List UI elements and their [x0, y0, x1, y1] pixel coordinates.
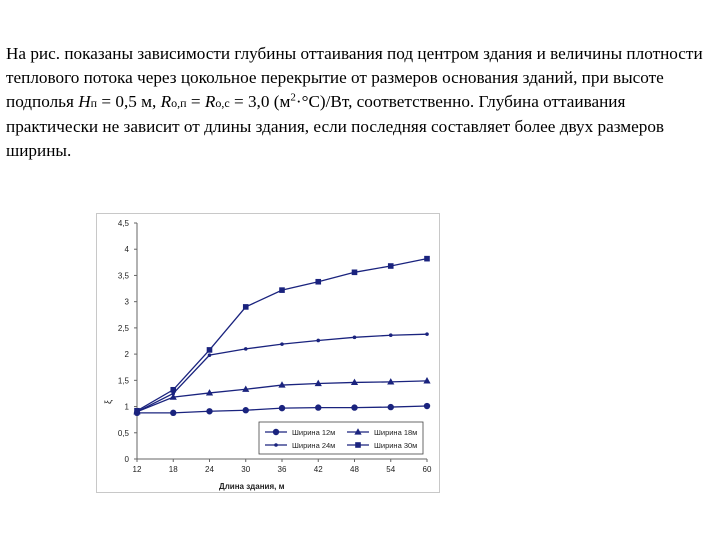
paragraph-text-4: = 3,0 (м — [229, 92, 291, 111]
symbol-h-subscript: п — [90, 96, 98, 110]
legend-label-4: Ширина 30м — [374, 441, 418, 450]
series-4-point — [424, 256, 430, 262]
series-4-point — [207, 347, 213, 353]
y-tick-label: 3 — [124, 297, 129, 307]
x-tick-label: 42 — [313, 465, 323, 474]
y-tick-label: 4 — [124, 245, 129, 255]
chart-figure — [96, 213, 440, 493]
x-tick-label: 30 — [241, 465, 251, 474]
x-tick-label: 48 — [350, 465, 359, 474]
series-3-point — [316, 339, 320, 343]
series-1-point — [206, 408, 212, 414]
series-3-point — [280, 342, 284, 346]
paragraph-text-5: ·°С)/Вт, соответственно. Глубина оттаивания практически не зависит от длины здания, если последняя составляет более двух размеров ширины. — [6, 92, 665, 160]
series-3-point — [353, 336, 357, 340]
paragraph-text-1: На рис. показаны зависимости глубины оттаивания под центром здания и величины плотности теплового потока через цокольное перекрытие от размеров основания зданий, при высоте подполья — [6, 44, 703, 111]
series-4-point — [134, 408, 140, 414]
series-1-point — [243, 407, 249, 413]
line-chart — [97, 214, 439, 492]
y-tick-label: 2 — [124, 350, 129, 360]
x-axis-label: Длина здания, м — [219, 482, 285, 491]
series-1-point — [315, 404, 321, 410]
series-3-point — [208, 353, 212, 357]
paragraph-text-2: = 0,5 м, — [97, 92, 161, 111]
y-tick-label: 1,5 — [117, 376, 129, 386]
x-tick-label: 36 — [277, 465, 287, 474]
series-1-point — [279, 405, 285, 411]
series-1-point — [170, 410, 176, 416]
x-tick-label: 12 — [132, 465, 142, 474]
legend-label-1: Ширина 12м — [292, 428, 336, 437]
legend-marker-4 — [355, 442, 361, 448]
y-axis-label: ξ — [103, 399, 113, 405]
series-4-point — [388, 263, 394, 269]
series-4-point — [315, 279, 321, 285]
symbol-r2: R — [204, 92, 216, 111]
series-1-point — [388, 404, 394, 410]
series-2-point — [423, 377, 430, 383]
superscript-2: 2 — [290, 91, 296, 104]
description-paragraph — [6, 42, 712, 163]
x-tick-label: 24 — [205, 465, 214, 474]
series-1-point — [424, 403, 430, 409]
x-tick-label: 54 — [386, 465, 396, 474]
series-4-point — [170, 387, 176, 393]
legend-label-3: Ширина 24м — [292, 441, 336, 450]
legend-marker-1 — [273, 429, 279, 435]
y-tick-label: 1 — [124, 402, 129, 412]
y-tick-label: 3,5 — [117, 271, 129, 281]
x-tick-label: 60 — [422, 465, 432, 474]
legend-label-2: Ширина 18м — [374, 428, 418, 437]
y-tick-label: 4,5 — [117, 219, 129, 228]
y-tick-label: 2,5 — [117, 323, 129, 333]
series-4-point — [352, 269, 358, 275]
symbol-h: H — [78, 92, 91, 111]
paragraph-text-3: = — [186, 92, 205, 111]
series-line-4 — [137, 259, 427, 411]
series-3-point — [425, 332, 429, 336]
symbol-r1-subscript: о,п — [171, 96, 187, 110]
symbol-r2-subscript: о,с — [215, 96, 230, 110]
series-3-point — [244, 347, 248, 351]
symbol-r1: R — [160, 92, 172, 111]
series-4-point — [279, 287, 285, 293]
series-1-point — [351, 404, 357, 410]
series-3-point — [389, 333, 393, 337]
x-tick-label: 18 — [168, 465, 178, 474]
y-tick-label: 0 — [124, 455, 129, 464]
series-4-point — [243, 304, 249, 310]
y-tick-label: 0,5 — [117, 428, 129, 438]
legend-marker-3 — [274, 443, 278, 447]
